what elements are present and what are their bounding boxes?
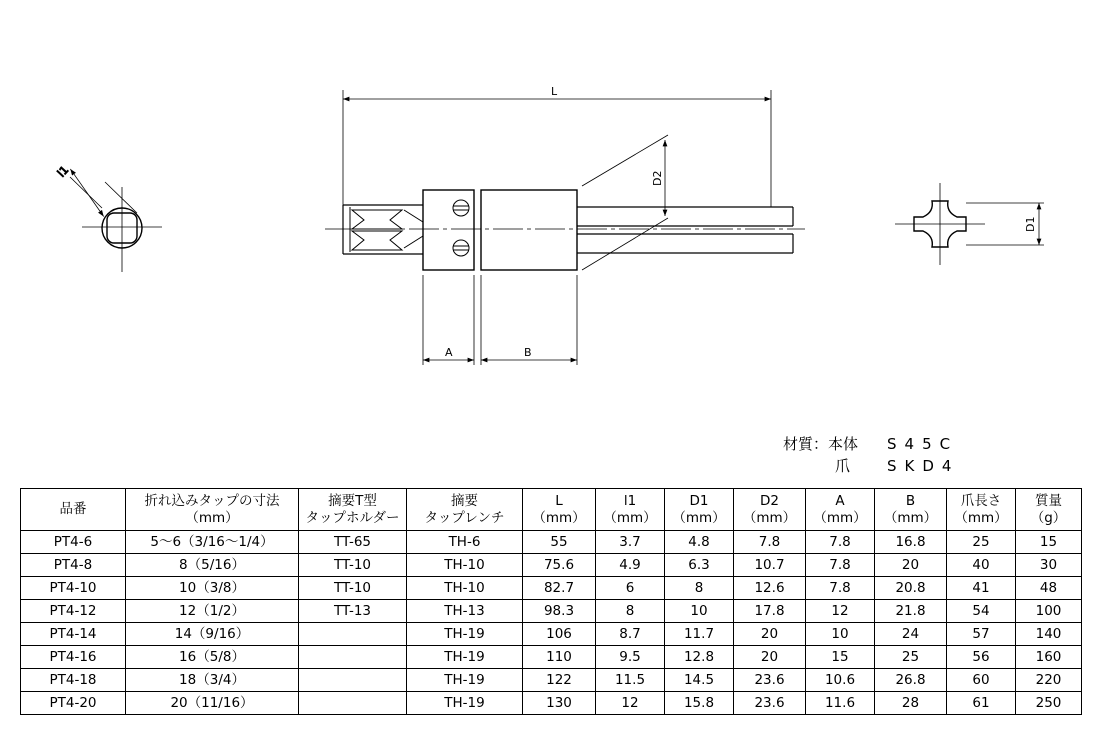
header-line1: 折れ込みタップの寸法	[144, 492, 280, 509]
cell-D2: 23.6	[734, 692, 806, 715]
table-row	[21, 531, 1082, 554]
cell-mass: 250	[1016, 692, 1082, 715]
header-line1: D1	[689, 492, 709, 509]
cell-mass: 140	[1016, 623, 1082, 646]
cell-t-holder	[299, 692, 407, 715]
cell-claw-length: 57	[947, 623, 1016, 646]
cell-D2: 20	[734, 646, 806, 669]
cell-tap-wrench: TH-13	[407, 600, 523, 623]
cell-L: 110	[523, 646, 596, 669]
header-line2: （mm）	[742, 509, 797, 526]
cell-tap-wrench: TH-10	[407, 554, 523, 577]
cell-tap-wrench: TH-19	[407, 692, 523, 715]
end-view-square-drive	[55, 163, 162, 272]
header-line2: （mm）	[954, 509, 1008, 526]
table-row	[21, 554, 1082, 577]
cell-tap-size: 5～6（3/16～1/4）	[126, 531, 299, 554]
header-line2: （mm）	[603, 509, 657, 526]
cell-L: 55	[523, 531, 596, 554]
dim-label-A: A	[445, 346, 453, 359]
cell-B: 20.8	[875, 577, 947, 600]
dim-label-l1: l1	[54, 163, 72, 180]
column-header-D1	[665, 489, 734, 531]
material-body-value: S45C	[887, 435, 959, 453]
cell-D1: 12.8	[665, 646, 734, 669]
cell-mass: 220	[1016, 669, 1082, 692]
column-header-B	[875, 489, 947, 531]
column-header-tap-size	[126, 489, 299, 531]
cell-mass: 160	[1016, 646, 1082, 669]
header-line1: l1	[623, 492, 637, 509]
header-line2: （mm）	[672, 509, 726, 526]
cell-tap-size: 14（9/16）	[126, 623, 299, 646]
cell-t-holder: TT-65	[299, 531, 407, 554]
cell-mass: 100	[1016, 600, 1082, 623]
cell-tap-wrench: TH-19	[407, 623, 523, 646]
header-line2: （mm）	[813, 509, 867, 526]
header-line1: A	[835, 492, 845, 509]
cell-tap-wrench: TH-6	[407, 531, 523, 554]
header-line1: 爪長さ	[960, 492, 1002, 509]
table-row	[21, 669, 1082, 692]
header-line2: （g）	[1030, 509, 1067, 526]
cell-D1: 6.3	[665, 554, 734, 577]
cell-D2: 10.7	[734, 554, 806, 577]
column-header-l1	[596, 489, 665, 531]
cell-l1: 4.9	[596, 554, 665, 577]
dim-label-D1: D1	[1024, 216, 1037, 232]
cell-L: 98.3	[523, 600, 596, 623]
header-line1: D2	[760, 492, 779, 509]
cell-mass: 48	[1016, 577, 1082, 600]
end-view-claw-cross	[895, 183, 1044, 265]
cell-part-no: PT4-20	[21, 692, 126, 715]
cell-L: 82.7	[523, 577, 596, 600]
header-line1: 品番	[59, 501, 87, 517]
cell-l1: 8.7	[596, 623, 665, 646]
cell-part-no: PT4-6	[21, 531, 126, 554]
cell-l1: 6	[596, 577, 665, 600]
cell-l1: 8	[596, 600, 665, 623]
cell-B: 28	[875, 692, 947, 715]
table-body	[21, 531, 1082, 715]
material-claw-label: 爪	[835, 457, 851, 475]
cell-D2: 23.6	[734, 669, 806, 692]
cell-A: 11.6	[806, 692, 875, 715]
cell-L: 122	[523, 669, 596, 692]
column-header-t-holder	[299, 489, 407, 531]
table-row	[21, 692, 1082, 715]
cell-B: 24	[875, 623, 947, 646]
column-header-D2	[734, 489, 806, 531]
cell-t-holder: TT-13	[299, 600, 407, 623]
cell-part-no: PT4-14	[21, 623, 126, 646]
cell-L: 106	[523, 623, 596, 646]
header-line2: （mm）	[532, 509, 586, 526]
cell-t-holder: TT-10	[299, 554, 407, 577]
cell-A: 12	[806, 600, 875, 623]
header-line2: タップホルダー	[305, 509, 400, 526]
cell-tap-wrench: TH-19	[407, 669, 523, 692]
cell-l1: 9.5	[596, 646, 665, 669]
header-line2: （mm）	[883, 509, 938, 526]
cell-l1: 11.5	[596, 669, 665, 692]
cell-claw-length: 61	[947, 692, 1016, 715]
cell-t-holder: TT-10	[299, 577, 407, 600]
cell-claw-length: 56	[947, 646, 1016, 669]
column-header-L	[523, 489, 596, 531]
dim-label-B: B	[524, 346, 532, 359]
cell-part-no: PT4-12	[21, 600, 126, 623]
cell-D1: 14.5	[665, 669, 734, 692]
cell-A: 7.8	[806, 577, 875, 600]
header-line2: （mm）	[185, 509, 239, 526]
cell-A: 15	[806, 646, 875, 669]
material-claw-value: SKD4	[887, 457, 960, 475]
column-header-claw-length	[947, 489, 1016, 531]
column-header-mass	[1016, 489, 1082, 531]
cell-tap-wrench: TH-10	[407, 577, 523, 600]
table-row	[21, 577, 1082, 600]
cell-D2: 7.8	[734, 531, 806, 554]
material-note	[783, 433, 983, 479]
cell-B: 26.8	[875, 669, 947, 692]
cell-A: 7.8	[806, 554, 875, 577]
cell-mass: 15	[1016, 531, 1082, 554]
cell-l1: 12	[596, 692, 665, 715]
table-row	[21, 646, 1082, 669]
cell-tap-size: 16（5/8）	[126, 646, 299, 669]
cell-claw-length: 54	[947, 600, 1016, 623]
table-row	[21, 600, 1082, 623]
cell-L: 75.6	[523, 554, 596, 577]
cell-A: 10	[806, 623, 875, 646]
header-line1: L	[555, 492, 563, 509]
dim-label-D2: D2	[651, 170, 664, 186]
header-line1: 摘要T型	[328, 492, 377, 509]
cell-D1: 15.8	[665, 692, 734, 715]
cell-A: 7.8	[806, 531, 875, 554]
cell-claw-length: 25	[947, 531, 1016, 554]
cell-D1: 4.8	[665, 531, 734, 554]
cell-tap-size: 10（3/8）	[126, 577, 299, 600]
cell-A: 10.6	[806, 669, 875, 692]
cell-D2: 12.6	[734, 577, 806, 600]
cell-B: 25	[875, 646, 947, 669]
cell-B: 20	[875, 554, 947, 577]
cell-L: 130	[523, 692, 596, 715]
cell-l1: 3.7	[596, 531, 665, 554]
dim-label-L: L	[551, 85, 558, 98]
column-header-part-no	[21, 489, 126, 531]
header-line1: 質量	[1035, 492, 1062, 509]
spec-table	[20, 488, 1082, 715]
cell-claw-length: 41	[947, 577, 1016, 600]
cell-claw-length: 40	[947, 554, 1016, 577]
cell-part-no: PT4-18	[21, 669, 126, 692]
cell-tap-size: 20（11/16）	[126, 692, 299, 715]
cell-t-holder	[299, 669, 407, 692]
cell-tap-size: 18（3/4）	[126, 669, 299, 692]
table-row	[21, 623, 1082, 646]
side-view-tap-extractor	[325, 90, 805, 365]
cell-tap-size: 8（5/16）	[126, 554, 299, 577]
cell-D1: 10	[665, 600, 734, 623]
cell-D1: 8	[665, 577, 734, 600]
cell-D1: 11.7	[665, 623, 734, 646]
column-header-tap-wrench	[407, 489, 523, 531]
cell-mass: 30	[1016, 554, 1082, 577]
cell-tap-wrench: TH-19	[407, 646, 523, 669]
column-header-A	[806, 489, 875, 531]
cell-t-holder	[299, 623, 407, 646]
cell-part-no: PT4-16	[21, 646, 126, 669]
cell-part-no: PT4-10	[21, 577, 126, 600]
header-line1: B	[905, 492, 916, 509]
cell-tap-size: 12（1/2）	[126, 600, 299, 623]
cell-D2: 20	[734, 623, 806, 646]
cell-part-no: PT4-8	[21, 554, 126, 577]
cell-D2: 17.8	[734, 600, 806, 623]
cell-B: 21.8	[875, 600, 947, 623]
header-line1: 摘要	[451, 492, 478, 509]
header-line2: タップレンチ	[424, 509, 505, 526]
cell-t-holder	[299, 646, 407, 669]
material-body-label: 材質：本体	[783, 435, 859, 453]
cell-B: 16.8	[875, 531, 947, 554]
cell-claw-length: 60	[947, 669, 1016, 692]
table-header-row	[21, 489, 1082, 531]
